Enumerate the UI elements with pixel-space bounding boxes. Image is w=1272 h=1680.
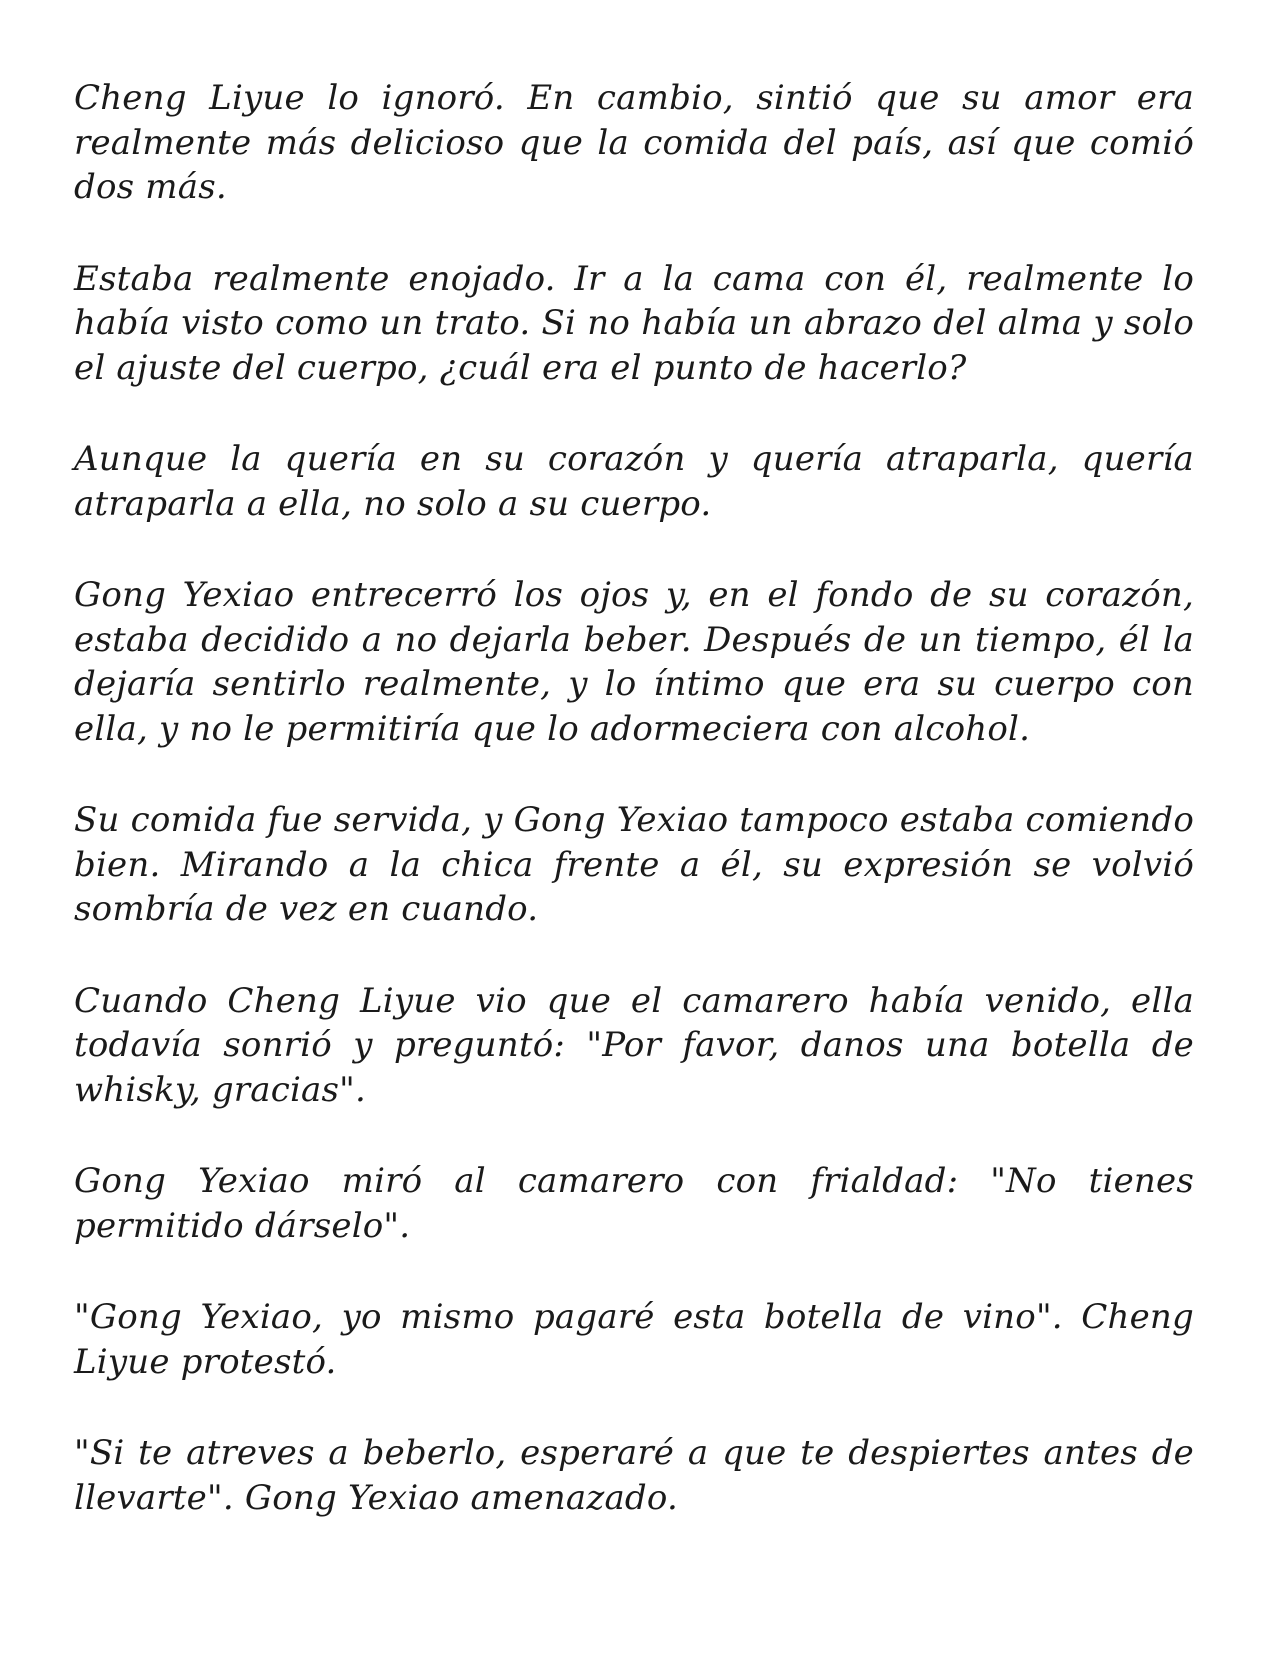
paragraph-1: Cheng Liyue lo ignoró. En cambio, sintió que su amor era realmente más delicioso que la comida del país, así que comió dos más. (74, 78, 1194, 207)
document-page (74, 76, 1194, 1567)
paragraph-3: Aunque la quería en su corazón y quería atraparla, quería atraparla a ella, no solo a su cuerpo. (74, 439, 1194, 524)
paragraph-7: Gong Yexiao miró al camarero con frialdad: "No tienes permitido dárselo". (74, 1161, 1194, 1246)
paragraph-5: Su comida fue servida, y Gong Yexiao tampoco estaba comiendo bien. Mirando a la chica frente a él, su expresión se volvió sombría de vez en cuando. (74, 800, 1194, 929)
paragraph-4: Gong Yexiao entrecerró los ojos y, en el fondo de su corazón, estaba decidido a no dejarla beber. Después de un tiempo, él la dejaría sentirlo realmente, y lo íntimo que era su cuerpo con ella, y no le permitiría que lo adormeciera con alcohol. (74, 575, 1194, 749)
paragraph-2: Estaba realmente enojado. Ir a la cama con él, realmente lo había visto como un trato. Si no había un abrazo del alma y solo el ajuste del cuerpo, ¿cuál era el punto de hacerlo? (74, 258, 1194, 388)
paragraph-9: "Si te atreves a beberlo, esperaré a que te despiertes antes de llevarte". Gong Yexiao amenazado. (74, 1433, 1194, 1518)
paragraph-6: Cuando Cheng Liyue vio que el camarero había venido, ella todavía sonrió y preguntó: "Por favor, danos una botella de whisky, gracias". (74, 980, 1194, 1110)
paragraph-8: "Gong Yexiao, yo mismo pagaré esta botella de vino". Cheng Liyue protestó. (74, 1297, 1194, 1382)
